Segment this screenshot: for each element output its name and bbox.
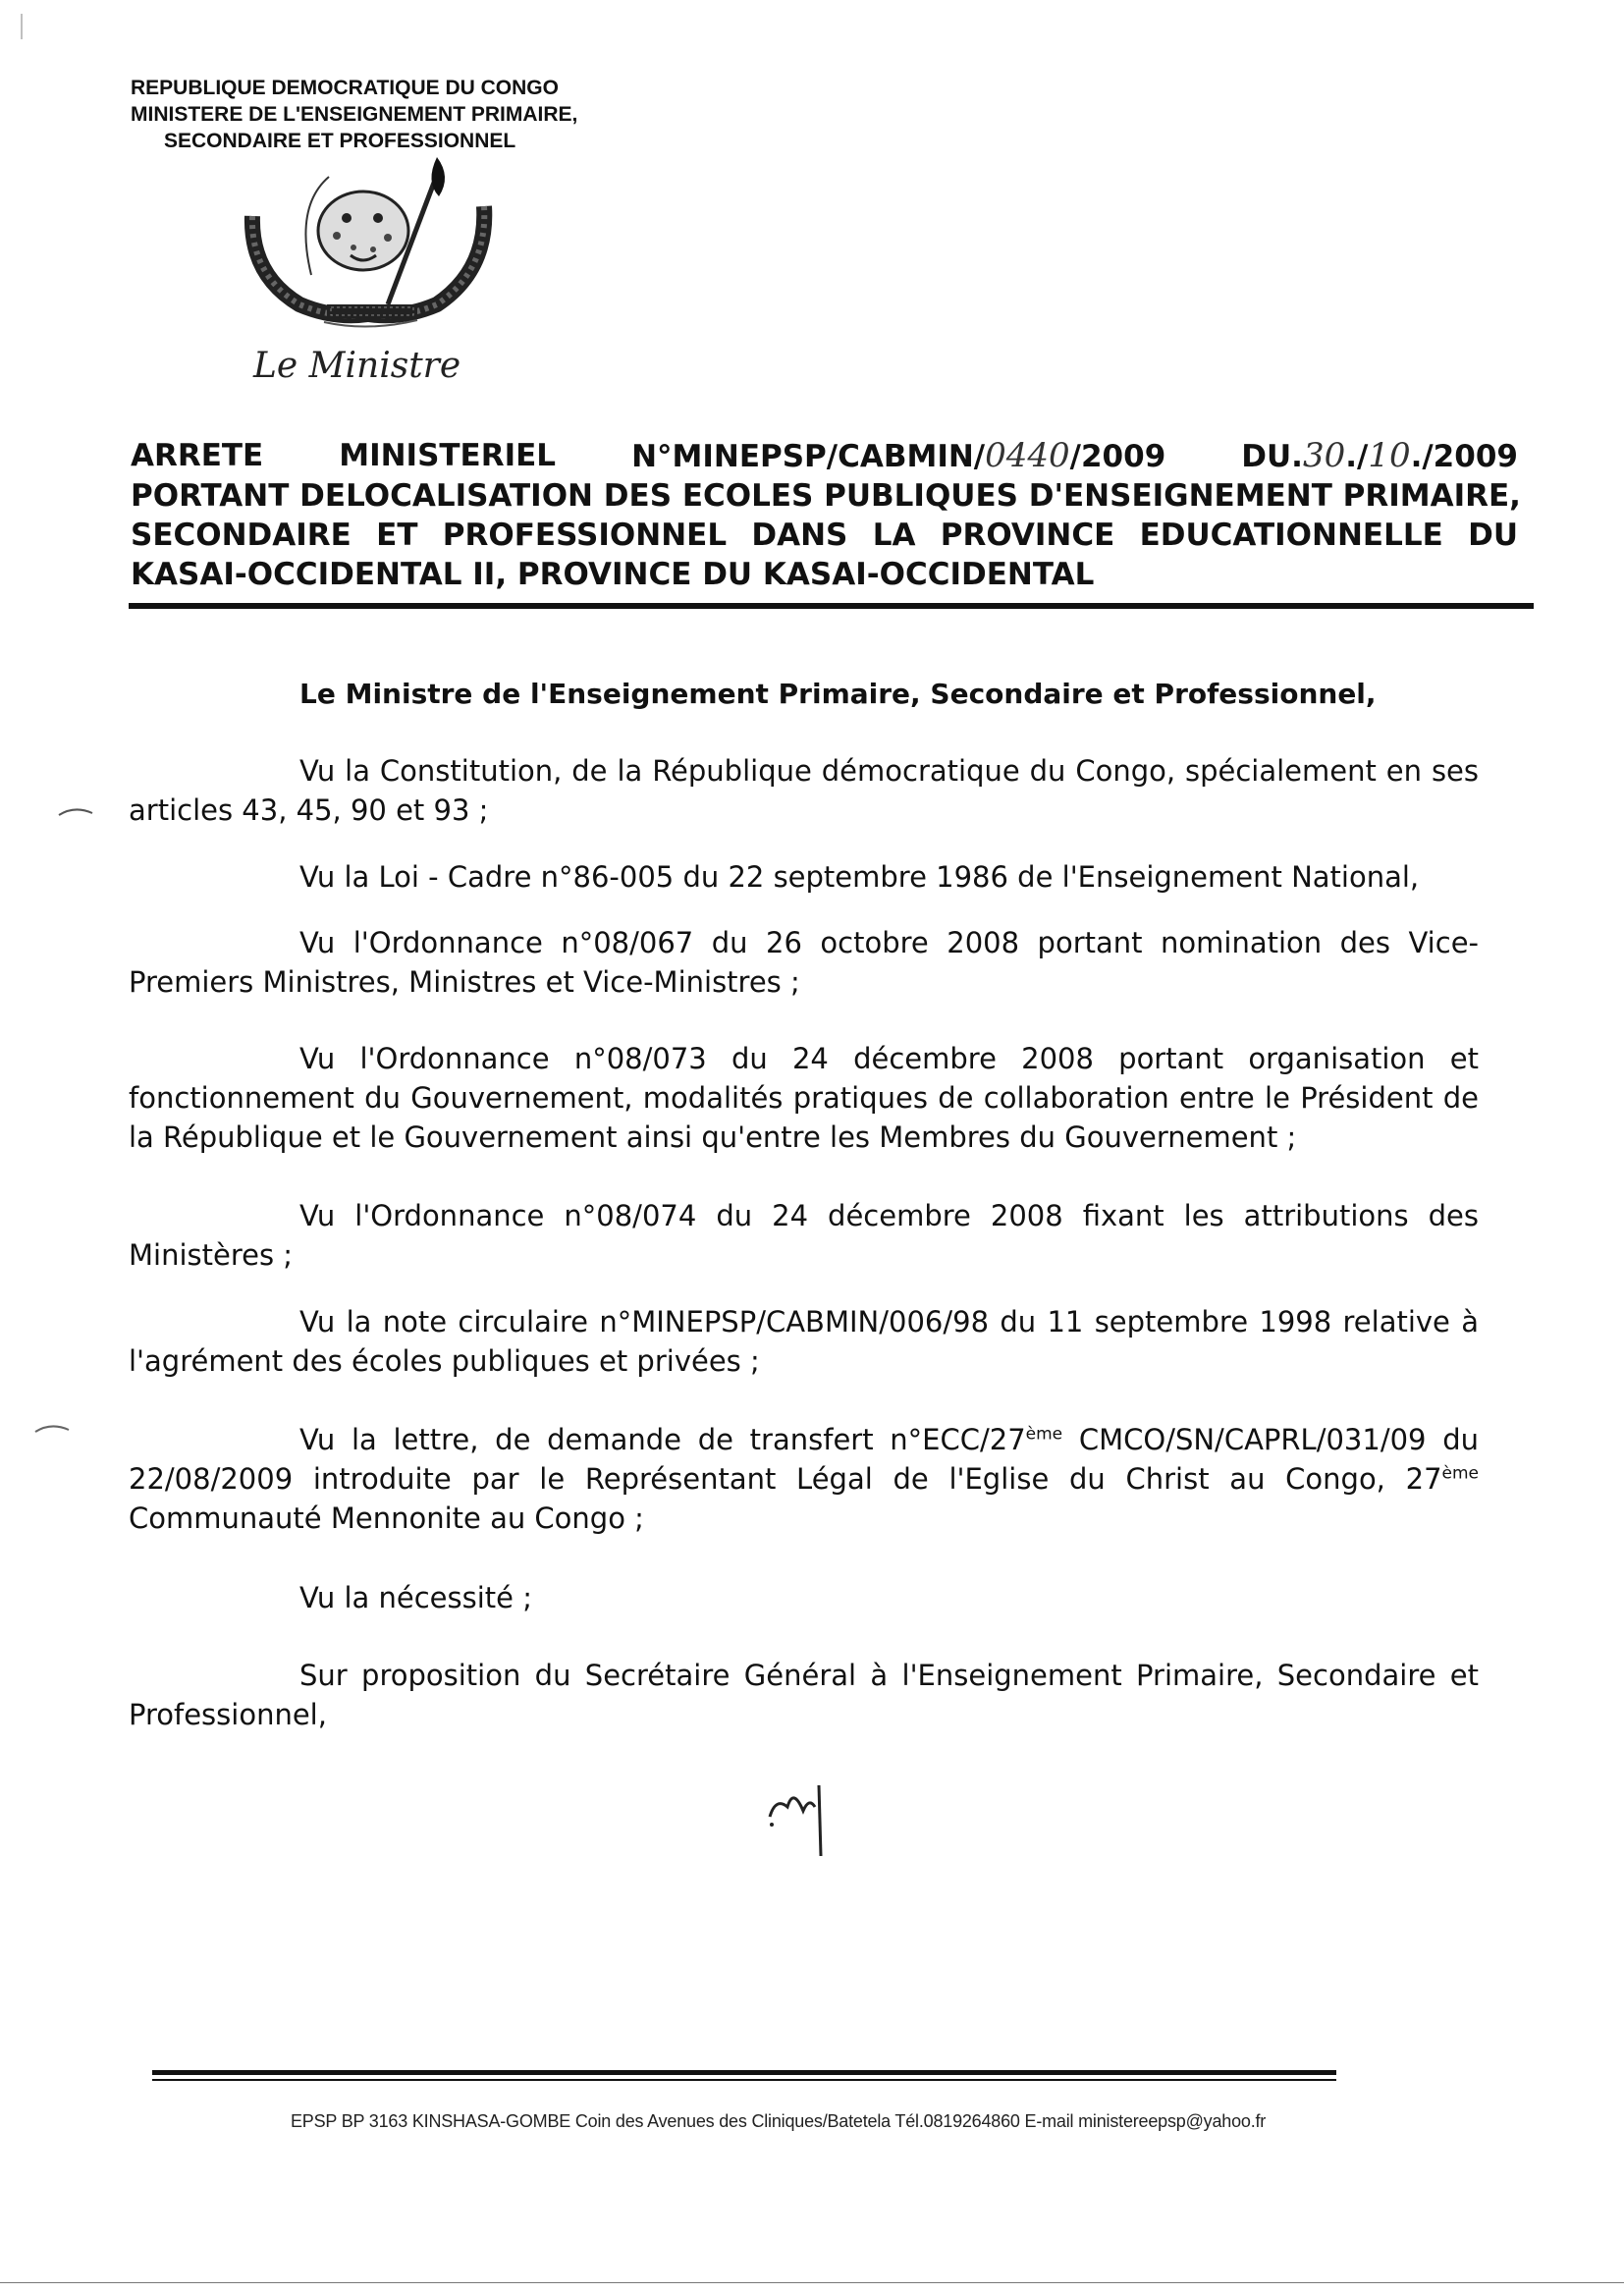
paragraph-ordonnance-073 xyxy=(129,1039,1479,1157)
footer-rule-thin xyxy=(152,2079,1336,2081)
page-bottom-edge xyxy=(0,2282,1624,2283)
decree-date xyxy=(1241,436,1518,476)
header-line-2: MINISTERE DE L'ENSEIGNEMENT PRIMAIRE, xyxy=(131,103,578,126)
paragraph-constitution xyxy=(129,751,1479,830)
margin-mark-icon xyxy=(57,803,96,819)
paragraph-note-circulaire xyxy=(129,1302,1479,1381)
superscript: ème xyxy=(1025,1424,1063,1445)
title-line-3: SECONDAIRE ET PROFESSIONNEL DANS LA PROVINCE EDUCATIONNELLE DU xyxy=(131,518,1518,553)
paragraph-text: Vu la note circulaire n°MINEPSP/CABMIN/006/98 du 11 septembre 1998 relative à l'agrément des écoles publiques et privées ; xyxy=(129,1305,1479,1378)
paragraph-text-a: Vu la lettre, de demande de transfert n°ECC/27 xyxy=(299,1423,1026,1456)
date-day-handwritten: 30 xyxy=(1302,436,1346,475)
header-line-1: REPUBLIQUE DEMOCRATIQUE DU CONGO xyxy=(131,77,559,99)
paragraph-text-b: CMCO/SN/CAPRL/031/09 du 22/08/2009 introduite par le Représentant Légal de l'Eglise du Christ au Congo, 27 xyxy=(129,1423,1479,1496)
ref-prefix: N°MINEPSP/CABMIN/ xyxy=(631,439,986,474)
paragraph-ordonnance-074 xyxy=(129,1196,1479,1275)
minister-heading: Le Ministre de l'Enseignement Primaire, Secondaire et Professionnel, xyxy=(299,678,1377,710)
paragraph-text: Sur proposition du Secrétaire Général à l'Enseignement Primaire, Secondaire et Professionnel, xyxy=(129,1659,1479,1731)
margin-mark-icon xyxy=(33,1420,73,1436)
ref-year: /2009 xyxy=(1069,439,1166,474)
header-line-3: SECONDAIRE ET PROFESSIONNEL xyxy=(164,130,516,152)
date-month-handwritten: 10 xyxy=(1368,436,1411,475)
scan-mark-icon xyxy=(12,12,31,41)
paragraph-text: Vu la Loi - Cadre n°86-005 du 22 septembre 1986 de l'Enseignement National, xyxy=(299,860,1420,894)
footer-address: EPSP BP 3163 KINSHASA-GOMBE Coin des Avenues des Cliniques/Batetela Tél.0819264860 E-mail ministereepsp@yahoo.fr xyxy=(291,2111,1267,2131)
paragraph-text-c: Communauté Mennonite au Congo ; xyxy=(129,1502,644,1535)
paragraph-lettre-transfert xyxy=(129,1420,1479,1538)
date-year: ./2009 xyxy=(1410,439,1518,474)
title-line-4: KASAI-OCCIDENTAL II, PROVINCE DU KASAI-OCCIDENTAL xyxy=(131,557,1095,592)
paragraph-ordonnance-067 xyxy=(129,923,1479,1002)
ministre-signature-label: Le Ministre xyxy=(253,346,461,386)
paragraph-text: Vu la Constitution, de la République démocratique du Congo, spécialement en ses articles 43, 45, 90 et 93 ; xyxy=(129,754,1479,827)
paragraph-proposition xyxy=(129,1656,1479,1734)
title-word-arrete: ARRETE xyxy=(131,438,264,473)
initials-signature-icon xyxy=(766,1768,835,1858)
title-word-ministeriel: MINISTERIEL xyxy=(339,438,557,473)
paragraph-necessite xyxy=(129,1578,1479,1617)
date-prefix: DU. xyxy=(1241,439,1303,474)
paragraph-text: Vu l'Ordonnance n°08/073 du 24 décembre 2008 portant organisation et fonctionnement du Gouvernement, modalités pratiques de collaboration entre le Président de la République et le Gouvernement ainsi qu'entre les Membres du Gouvernement ; xyxy=(129,1042,1479,1154)
paragraph-loi-cadre xyxy=(129,857,1479,897)
paragraph-text: Vu la nécessité ; xyxy=(299,1581,532,1614)
footer-rule-thick xyxy=(152,2070,1336,2075)
decree-reference xyxy=(631,436,1165,476)
ref-number-handwritten: 0440 xyxy=(985,436,1070,475)
title-divider xyxy=(129,603,1534,609)
title-line-2: PORTANT DELOCALISATION DES ECOLES PUBLIQUES D'ENSEIGNEMENT PRIMAIRE, xyxy=(131,478,1521,514)
date-sep: ./ xyxy=(1345,439,1369,474)
title-row-1 xyxy=(131,436,1518,476)
superscript: ème xyxy=(1441,1463,1479,1484)
coat-of-arms-icon xyxy=(241,157,496,344)
paragraph-text: Vu l'Ordonnance n°08/074 du 24 décembre 2008 fixant les attributions des Ministères ; xyxy=(129,1199,1479,1272)
decree-title xyxy=(131,436,1521,594)
paragraph-text: Vu l'Ordonnance n°08/067 du 26 octobre 2008 portant nomination des Vice-Premiers Ministres, Ministres et Vice-Ministres ; xyxy=(129,926,1479,999)
